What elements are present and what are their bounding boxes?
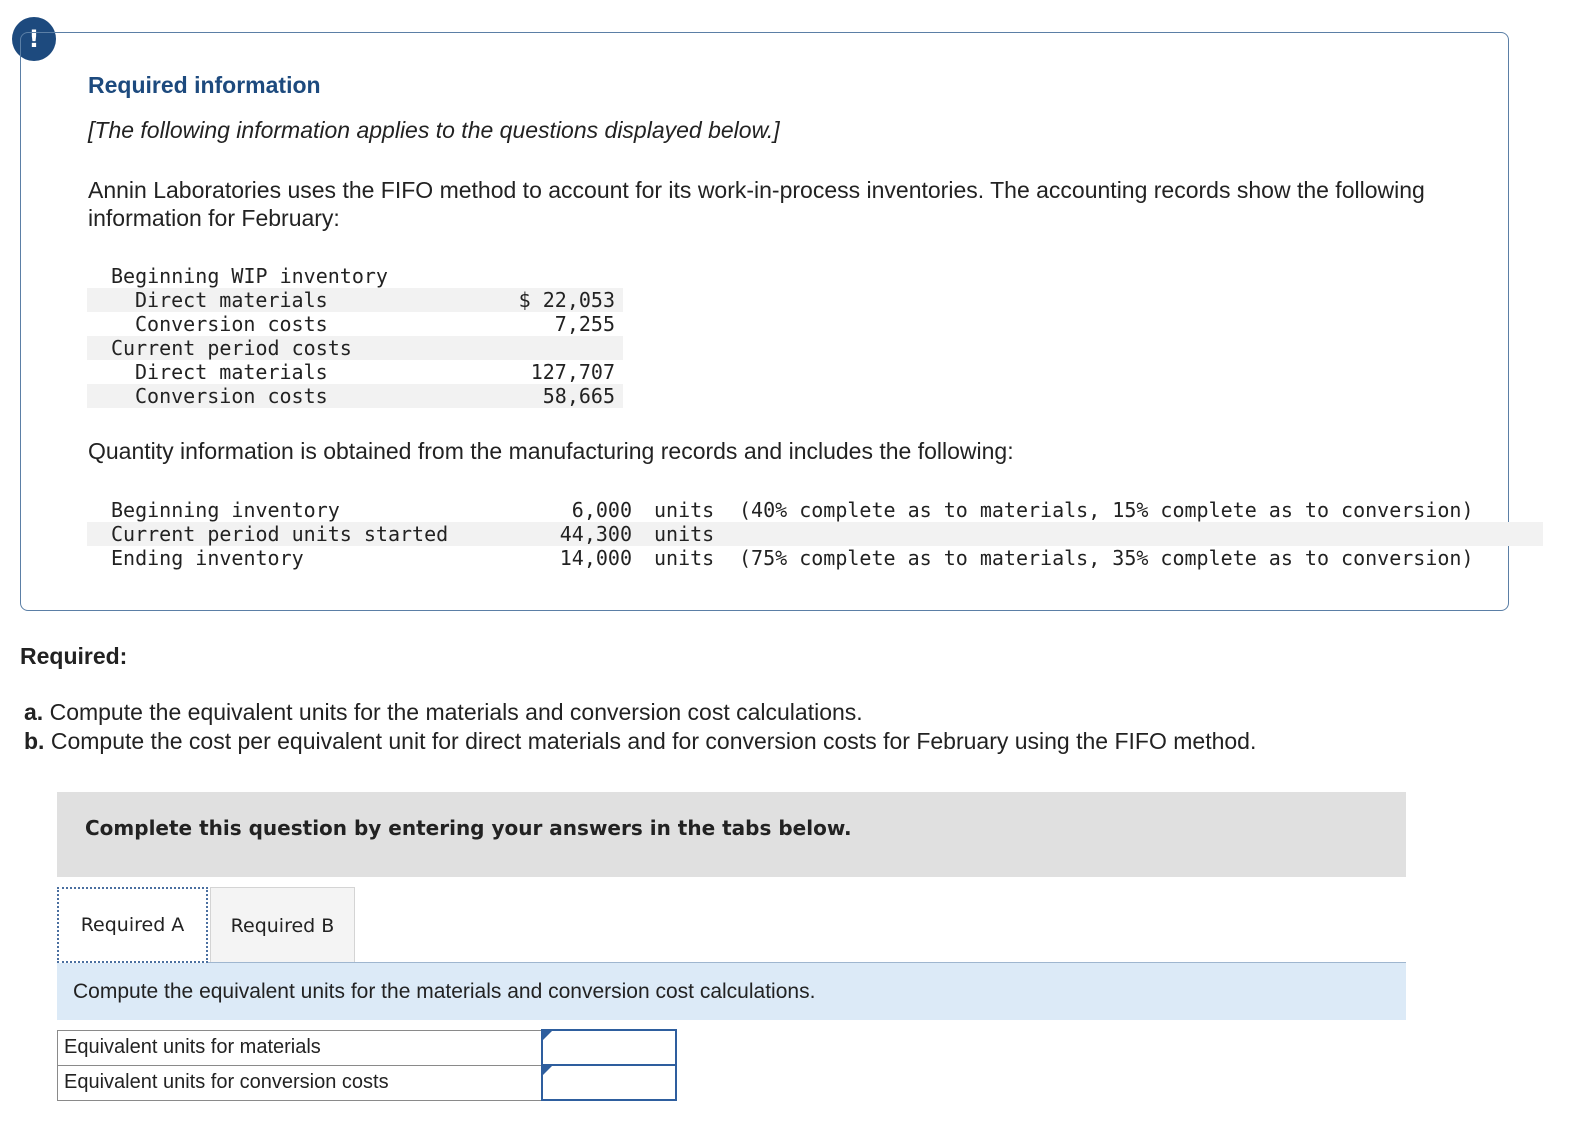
quantity-label: Ending inventory [111, 546, 304, 570]
cost-label: Beginning WIP inventory [111, 264, 388, 288]
quantity-row [87, 546, 1543, 570]
required-heading: Required: [20, 643, 128, 669]
quantity-units: 6,000 [571, 498, 632, 522]
answer-table [57, 1029, 677, 1101]
required-information-note: [The following information applies to the questions displayed below.] [88, 117, 780, 143]
quantity-row [87, 522, 1543, 546]
required-item-b [24, 727, 1256, 756]
cost-label: Direct materials [135, 360, 328, 384]
required-item-letter: a. [24, 699, 44, 725]
quantity-unit-word: units [654, 546, 715, 570]
required-item-text: Compute the cost per equivalent unit for direct materials and for conversion costs for February using the FIFO method. [50, 728, 1257, 754]
instruction-text: Compute the equivalent units for the materials and conversion cost calculations. [73, 980, 816, 1003]
quantity-intro: Quantity information is obtained from the manufacturing records and includes the following: [88, 438, 1014, 464]
quantity-label: Beginning inventory [111, 498, 340, 522]
problem-intro: Annin Laboratories uses the FIFO method to account for its work-in-process inventories. The accounting records show the following information for February: [88, 177, 1425, 231]
cost-value: 58,665 [542, 384, 615, 408]
complete-question-text: Complete this question by entering your answers in the tabs below. [85, 816, 852, 840]
cost-row [87, 312, 623, 336]
quantity-units: 44,300 [559, 522, 632, 546]
cost-row [87, 384, 623, 408]
cost-row [87, 264, 623, 288]
complete-question-banner [57, 792, 1406, 877]
quantity-unit-word: units [654, 498, 715, 522]
alert-icon: ! [12, 17, 56, 61]
required-item-letter: b. [24, 728, 45, 754]
input-marker-icon [543, 1031, 552, 1040]
tab-required-a[interactable] [57, 887, 208, 963]
answer-row [58, 1030, 676, 1065]
required-item-text: Compute the equivalent units for the materials and conversion cost calculations. [49, 699, 863, 725]
tab-required-b[interactable] [210, 887, 355, 963]
cost-row [87, 360, 623, 384]
required-list [24, 698, 1256, 756]
cost-row [87, 336, 623, 360]
quantity-table [87, 498, 1543, 570]
quantity-note: (75% complete as to materials, 35% complete as to conversion) [739, 546, 1474, 570]
input-marker-icon [543, 1066, 552, 1075]
cost-value: $ 22,053 [518, 288, 615, 312]
answer-label: Equivalent units for materials [58, 1030, 542, 1065]
required-item-a [24, 698, 1256, 727]
quantity-units: 14,000 [559, 546, 632, 570]
cost-label: Conversion costs [135, 384, 328, 408]
cost-value: 7,255 [554, 312, 615, 336]
cost-label: Current period costs [111, 336, 352, 360]
quantity-unit-word: units [654, 522, 715, 546]
quantity-label: Current period units started [111, 522, 449, 546]
answer-label: Equivalent units for conversion costs [58, 1065, 542, 1100]
materials-answer-cell [542, 1030, 676, 1065]
cost-row [87, 288, 623, 312]
instruction-bar [57, 963, 1406, 1020]
cost-table [87, 264, 623, 408]
conversion-answer-cell [542, 1065, 676, 1100]
quantity-note: (40% complete as to materials, 15% complete as to conversion) [739, 498, 1474, 522]
quantity-row [87, 498, 1543, 522]
cost-label: Conversion costs [135, 312, 328, 336]
required-information-title: Required information [88, 72, 321, 98]
answer-row [58, 1065, 676, 1100]
equivalent-units-conversion-input[interactable] [543, 1067, 675, 1098]
cost-label: Direct materials [135, 288, 328, 312]
equivalent-units-materials-input[interactable] [543, 1032, 675, 1063]
tab-label: Required A [80, 914, 185, 936]
tab-label: Required B [230, 914, 335, 937]
cost-value: 127,707 [530, 360, 615, 384]
